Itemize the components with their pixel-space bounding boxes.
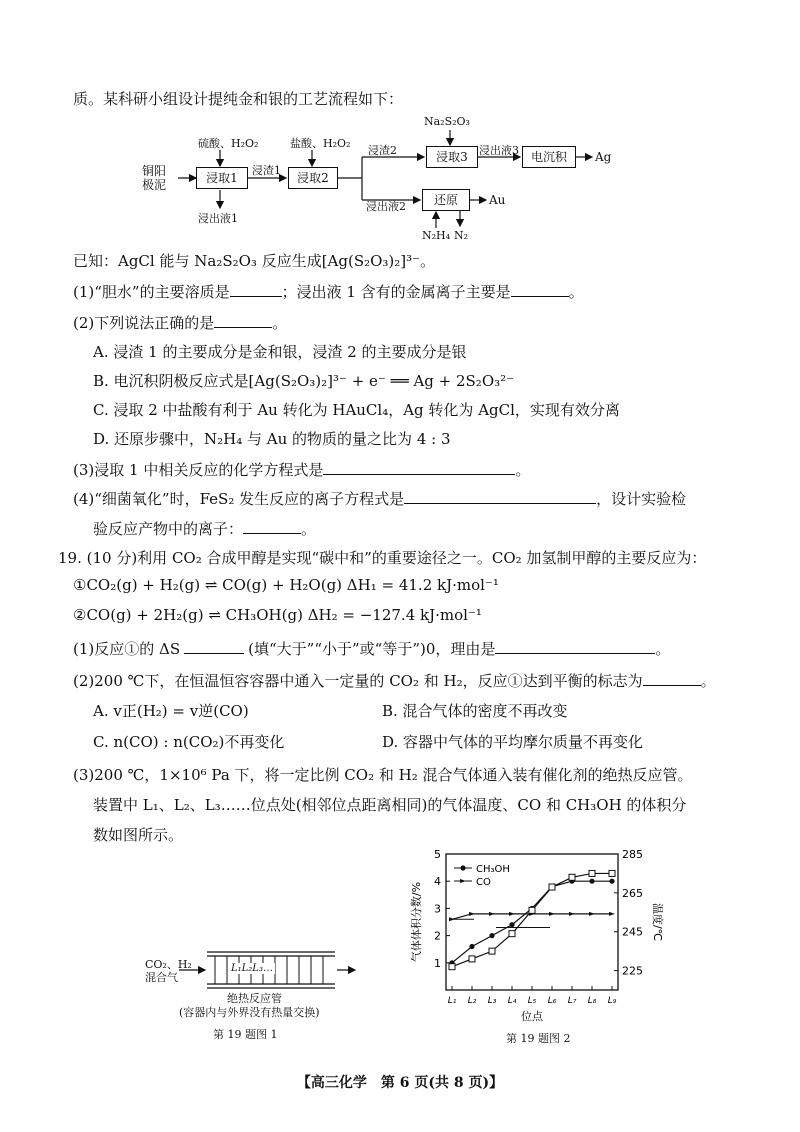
y2-tick-label: 285 xyxy=(622,848,643,861)
flow-reagent2: 盐酸、H₂O₂ xyxy=(290,137,351,150)
x-tick-label: L₅ xyxy=(527,996,537,1006)
x-tick-label: L₉ xyxy=(607,996,617,1006)
q18-part1-text-a: (1)“胆水”的主要溶质是 xyxy=(73,283,230,301)
q19-part1 xyxy=(73,638,670,659)
q18-part1 xyxy=(73,281,584,302)
answer-blank[interactable] xyxy=(243,519,301,534)
flow-box-reduction: 还原 xyxy=(422,189,470,211)
x-axis-label: 位点 xyxy=(521,1010,543,1023)
point-1 xyxy=(489,912,495,916)
y2-axis-label: 温度/℃ xyxy=(651,902,664,942)
x-tick-label: L₄ xyxy=(507,996,517,1006)
y2-tick-label: 225 xyxy=(622,964,643,978)
y2-tick-label: 265 xyxy=(622,886,643,900)
point-2 xyxy=(509,931,515,937)
point-0 xyxy=(509,922,514,927)
point-1 xyxy=(589,912,595,916)
q19-part3-line1: (3)200 ℃，1×10⁶ Pa 下，将一定比例 CO₂ 和 H₂ 混合气体通入装有催化剂的绝热反应管。 xyxy=(73,766,693,784)
q18-part3-text: (3)浸取 1 中相关反应的化学方程式是 xyxy=(73,461,324,479)
point-1 xyxy=(569,912,575,916)
process-flowchart xyxy=(140,112,640,247)
q19-option-c: C. n(CO) : n(CO₂)不再变化 xyxy=(93,733,285,751)
fig1-site-labels: L₁L₂L₃… xyxy=(231,963,273,974)
point-0 xyxy=(609,879,614,884)
flow-product-n2: N₂ xyxy=(454,229,469,242)
fig2-caption: 第 19 题图 2 xyxy=(506,1032,571,1045)
flow-residue2: 浸渣2 xyxy=(368,144,397,157)
point-2 xyxy=(569,874,575,880)
answer-blank[interactable] xyxy=(495,639,655,654)
y-tick-label: 1 xyxy=(434,956,441,970)
q18-part3-end: 。 xyxy=(515,461,531,479)
q18-option-d: D. 还原步骤中，N₂H₄ 与 Au 的物质的量之比为 4 : 3 xyxy=(93,430,451,448)
legend-marker xyxy=(460,879,466,883)
q19-part1-text-b: (填“大于”“小于”或“等于”)0，理由是 xyxy=(248,640,496,658)
q18-part4-text-c: 验反应产物中的离子： xyxy=(93,520,244,538)
flow-product-au: Au xyxy=(489,193,506,207)
figure-1 xyxy=(135,930,385,1040)
flow-box-leach1: 浸取1 xyxy=(196,167,248,189)
q19-part1-text-a: (1)反应①的 ΔS xyxy=(73,640,181,658)
flow-box-electrodeposit: 电沉积 xyxy=(522,146,576,168)
point-2 xyxy=(589,870,595,876)
q18-part4-text-a: (4)“细菌氧化”时，FeS₂ 发生反应的离子方程式是 xyxy=(73,490,405,508)
series-line-0 xyxy=(452,881,612,963)
q19-part1-end: 。 xyxy=(655,640,671,658)
y-axis-label: 气体体积分数/% xyxy=(410,881,423,963)
figure-2 xyxy=(408,842,668,1047)
q19-part3-line3: 数如图所示。 xyxy=(93,826,184,844)
q18-option-c: C. 浸取 2 中盐酸有利于 Au 转化为 HAuCl₄，Ag 转化为 AgCl，实现有效分离 xyxy=(93,401,620,419)
flow-leachate1: 浸出液1 xyxy=(198,212,238,225)
point-2 xyxy=(529,907,535,913)
point-1 xyxy=(469,912,475,916)
y-tick-label: 4 xyxy=(434,875,441,889)
q19-reaction1: ①CO₂(g) + H₂(g) ⇌ CO(g) + H₂O(g) ΔH₁ = 41.2 kJ·mol⁻¹ xyxy=(73,576,499,594)
flow-residue1: 浸渣1 xyxy=(252,164,281,177)
point-2 xyxy=(609,870,615,876)
fig1-inlet-gas: CO₂、H₂ xyxy=(145,958,192,971)
q19-option-b: B. 混合气体的密度不再改变 xyxy=(382,702,568,720)
flow-product-ag: Ag xyxy=(595,150,612,164)
page-footer xyxy=(0,1072,800,1092)
answer-blank[interactable] xyxy=(184,639,244,654)
q19-part2-end: 。 xyxy=(700,672,716,690)
q18-part2-end: 。 xyxy=(272,314,288,332)
page-footer-text: 【高三化学 第 6 页(共 8 页)】 xyxy=(296,1075,504,1091)
flow-start-line2: 极泥 xyxy=(142,178,167,192)
point-0 xyxy=(489,933,494,938)
q19-option-a: A. v正(H₂) = v逆(CO) xyxy=(93,702,249,720)
x-tick-label: L₂ xyxy=(467,996,477,1006)
point-0 xyxy=(469,944,474,949)
flow-leachate2: 浸出液2 xyxy=(366,200,406,213)
x-tick-label: L₇ xyxy=(567,996,577,1006)
q19-part2-text: (2)200 ℃下，在恒温恒容容器中通入一定量的 CO₂ 和 H₂，反应①达到平衡的标志为 xyxy=(73,672,643,690)
q19-part3-line2: 装置中 L₁、L₂、L₃……位点处(相邻位点距离相同)的气体温度、CO 和 CH₃OH 的体积分 xyxy=(93,796,687,814)
fig1-inlet-label: 混合气 xyxy=(145,971,178,984)
answer-blank[interactable] xyxy=(214,313,272,328)
answer-blank[interactable] xyxy=(404,489,596,504)
flow-box-leach3: 浸取3 xyxy=(426,146,478,168)
y-tick-label: 3 xyxy=(434,902,441,916)
flow-reagent-n2h4: N₂H₄ xyxy=(422,229,451,242)
flow-reagent1: 硫酸、H₂O₂ xyxy=(198,137,259,150)
q18-part3 xyxy=(73,459,530,480)
q19-part2 xyxy=(73,670,716,691)
answer-blank[interactable] xyxy=(643,671,701,686)
q18-option-a: A. 浸渣 1 的主要成分是金和银，浸渣 2 的主要成分是银 xyxy=(93,343,467,361)
x-tick-label: L₁ xyxy=(447,996,457,1006)
point-1 xyxy=(609,912,615,916)
fig1-tube-title: 绝热反应管 xyxy=(227,992,282,1005)
x-tick-label: L₃ xyxy=(487,996,497,1006)
y-tick-label: 5 xyxy=(434,848,441,861)
volume-fraction-chart xyxy=(408,842,668,1027)
q18-part4 xyxy=(73,488,686,509)
legend-label: CO xyxy=(476,877,491,888)
q18-part4-cont xyxy=(93,518,316,539)
x-tick-label: L₆ xyxy=(547,996,557,1006)
q18-part2-text: (2)下列说法正确的是 xyxy=(73,314,215,332)
q19-title: 19. (10 分)利用 CO₂ 合成甲醇是实现“碳中和”的重要途径之一。CO₂ 加氢制甲醇的主要反应为： xyxy=(58,549,707,567)
q18-part2 xyxy=(73,312,287,333)
point-2 xyxy=(469,956,475,962)
point-1 xyxy=(549,912,555,916)
flow-reagent3: Na₂S₂O₃ xyxy=(424,115,470,128)
answer-blank[interactable] xyxy=(511,282,569,297)
point-2 xyxy=(449,964,455,970)
answer-blank[interactable] xyxy=(230,282,282,297)
y2-tick-label: 245 xyxy=(622,925,643,939)
point-2 xyxy=(489,948,495,954)
y-tick-label: 2 xyxy=(434,929,441,943)
legend-marker xyxy=(460,865,465,870)
q19-option-d: D. 容器中气体的平均摩尔质量不再变化 xyxy=(382,733,644,751)
q18-option-b: B. 电沉积阴极反应式是[Ag(S₂O₃)₂]³⁻ + e⁻ ══ Ag + 2S₂O₃²⁻ xyxy=(93,372,515,390)
legend-label: CH₃OH xyxy=(476,864,510,875)
q18-part4-end: 。 xyxy=(301,520,317,538)
fig1-caption: 第 19 题图 1 xyxy=(213,1028,278,1041)
q18-part1-end: 。 xyxy=(568,283,584,301)
fig1-note: (容器内与外界没有热量交换) xyxy=(179,1006,320,1019)
intro-text: 质。某科研小组设计提纯金和银的工艺流程如下： xyxy=(73,90,404,108)
known-statement: 已知：AgCl 能与 Na₂S₂O₃ 反应生成[Ag(S₂O₃)₂]³⁻。 xyxy=(73,252,436,270)
x-tick-label: L₈ xyxy=(587,996,597,1006)
flow-start-line1: 铜阳 xyxy=(142,164,167,178)
point-1 xyxy=(509,912,515,916)
flow-box-leach2: 浸取2 xyxy=(288,167,338,189)
q18-part1-text-b: ；浸出液 1 含有的金属离子主要是 xyxy=(281,283,511,301)
point-2 xyxy=(549,884,555,890)
q19-reaction2: ②CO(g) + 2H₂(g) ⇌ CH₃OH(g) ΔH₂ = −127.4 kJ·mol⁻¹ xyxy=(73,606,482,624)
point-0 xyxy=(589,879,594,884)
q18-part4-text-b: ，设计实验检 xyxy=(596,490,687,508)
flow-leachate3: 浸出液3 xyxy=(479,144,519,157)
answer-blank[interactable] xyxy=(323,460,515,475)
